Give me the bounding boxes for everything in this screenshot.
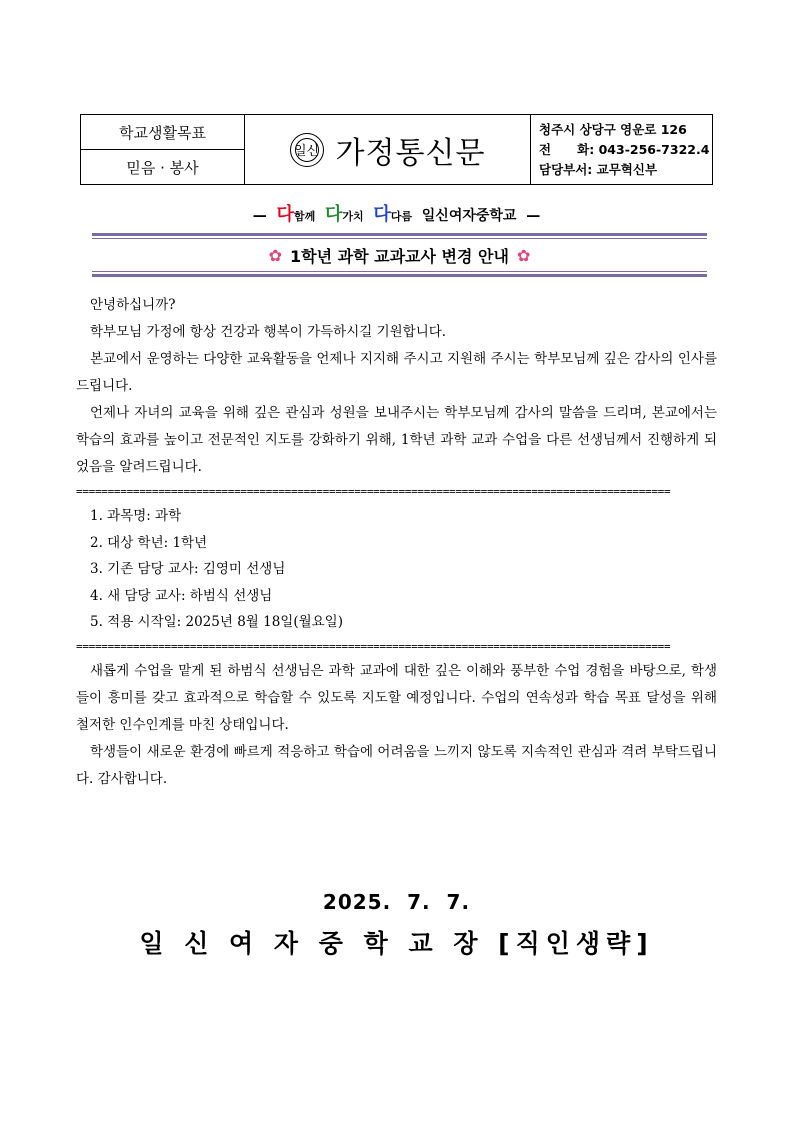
slogan-dash-left: — <box>252 208 267 224</box>
change-details-list <box>76 503 717 636</box>
list-item: 3. 기존 담당 교사: 김영미 선생님 <box>90 561 286 577</box>
department: 담당부서: 교무혁신부 <box>539 161 658 177</box>
contact-cell <box>531 115 712 184</box>
slogan-part3-initial: 다 <box>373 204 391 225</box>
paragraph-1: 학부모님 가정에 항상 건강과 행복이 가득하시길 기원합니다. <box>90 324 447 340</box>
school-logo-icon <box>290 133 324 167</box>
school-goal-cell <box>81 115 245 184</box>
paragraph-2: 본교에서 운영하는 다양한 교육활동을 언제나 지지해 주시고 지원해 주시는 학부모님께 깊은 감사의 인사를 드립니다. <box>76 351 717 394</box>
flower-icon: ✿ <box>516 245 531 265</box>
separator-line: ============================================================================================== <box>76 639 671 653</box>
school-goal-label: 학교생활목표 <box>81 115 244 150</box>
banner-title-row <box>92 239 707 271</box>
principal-signature: 일 신 여 자 중 학 교 장 [직인생략] <box>139 929 654 958</box>
slogan-school: 일신여자중학교 <box>421 208 517 224</box>
slogan-dash-right: — <box>526 208 541 224</box>
header-table <box>80 114 713 185</box>
list-item: 2. 대상 학년: 1학년 <box>90 534 208 551</box>
paper-title: 가정통신문 <box>335 135 486 171</box>
issue-date: 2025. 7. 7. <box>322 890 471 914</box>
banner-rule-bottom-thin <box>92 271 707 272</box>
phone: 전 화: 043-256-7322.4 <box>539 141 710 157</box>
separator-line: ============================================================================================== <box>76 485 671 498</box>
letter-body <box>76 292 717 793</box>
title-banner <box>92 233 707 277</box>
flower-icon: ✿ <box>268 245 283 265</box>
list-item: 4. 새 담당 교사: 하범식 선생님 <box>90 587 273 604</box>
paragraph-4: 새롭게 수업을 맡게 된 하범식 선생님은 과학 교과에 대한 깊은 이해와 풍부한 수업 경험을 바탕으로, 학생들이 흥미를 갖고 효과적으로 학습할 수 있도록 지도할 예정입니다. 수업의 연속성과 학습 목표 달성을 위해 철저한 인수인계를 마친 상태입니다. <box>76 662 717 733</box>
school-slogan <box>0 200 793 226</box>
slogan-part2-rest: 가치 <box>342 210 364 223</box>
banner-rule-bottom <box>92 274 707 277</box>
address: 청주시 상당구 영운로 126 <box>539 121 687 137</box>
newsletter-title-cell <box>245 115 531 184</box>
slogan-part2-initial: 다 <box>324 204 343 225</box>
list-item: 5. 적용 시작일: 2025년 8월 18일(월요일) <box>90 614 343 630</box>
slogan-part1-rest: 함께 <box>293 210 316 223</box>
school-goal-value: 믿음 · 봉사 <box>126 158 199 177</box>
logo-text: 일신 <box>293 144 320 159</box>
notice-title: 1학년 과학 교과교사 변경 안내 <box>290 246 509 266</box>
slogan-part3-rest: 다름 <box>390 210 413 223</box>
paragraph-5: 학생들이 새로운 환경에 빠르게 적응하고 학습에 어려움을 느끼지 않도록 지속적인 관심과 격려 부탁드립니다. 감사합니다. <box>76 743 717 787</box>
greeting: 안녕하십니까? <box>90 297 176 313</box>
banner-rule-top <box>92 233 707 236</box>
slogan-part1-initial: 다 <box>276 204 294 225</box>
list-item: 1. 과목명: 과학 <box>90 508 182 524</box>
paragraph-3: 언제나 자녀의 교육을 위해 깊은 관심과 성원을 보내주시는 학부모님께 감사의 말씀을 드리며, 본교에서는 학습의 효과를 높이고 전문적인 지도를 강화하기 위해, 1학년 과학 교과 수업을 다른 선생님께서 진행하게 되었음을 알려드립니다. <box>76 405 717 475</box>
